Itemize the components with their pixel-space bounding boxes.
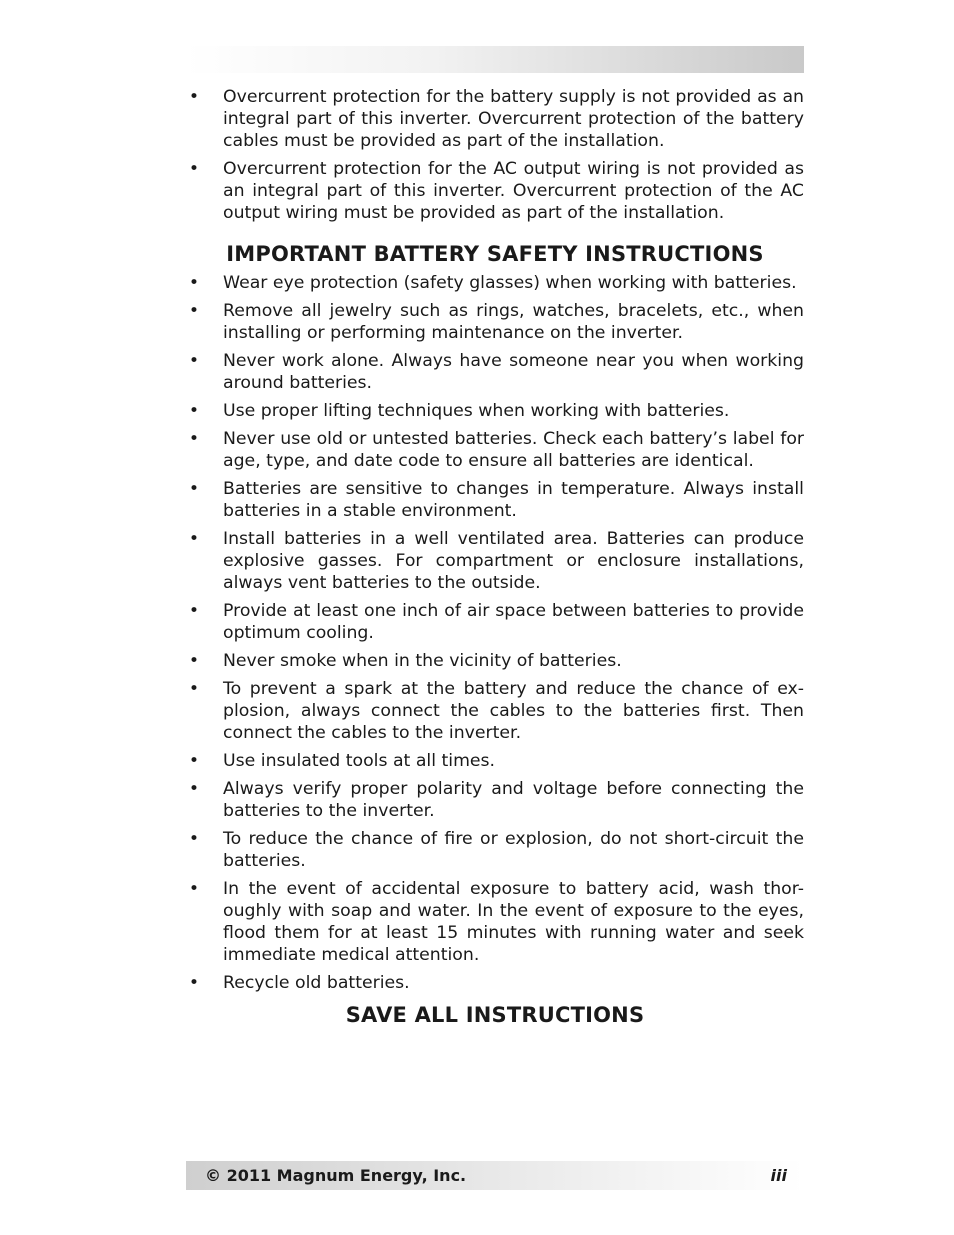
list-item-text: Never smoke when in the vicinity of batteries. (223, 651, 622, 671)
list-item-text: Never work alone. Always have someone near you when working around batteries. (223, 351, 804, 393)
bullet-icon: • (188, 429, 200, 449)
list-item (186, 778, 804, 822)
list-item (186, 86, 804, 152)
list-item (186, 750, 804, 772)
list-item (186, 600, 804, 644)
list-item-text: Recycle old batteries. (223, 973, 410, 993)
list-item-text: To prevent a spark at the battery and reduce the chance of ex-plosion, always connect the cables to the batteries first. Then connect the cables to the inverter. (223, 679, 804, 743)
list-item-text: Overcurrent protection for the battery supply is not provided as an integral part of this inverter. Overcurrent protection of the battery cables must be provided as part of the installation. (223, 87, 804, 151)
list-item (186, 528, 804, 594)
list-item (186, 650, 804, 672)
bullet-icon: • (188, 87, 200, 107)
list-item-text: To reduce the chance of fire or explosion, do not short-circuit the batteries. (223, 829, 804, 871)
list-item (186, 158, 804, 224)
list-item (186, 400, 804, 422)
list-item (186, 478, 804, 522)
list-item-text: Batteries are sensitive to changes in temperature. Always install batteries in a stable environment. (223, 479, 804, 521)
bullet-icon: • (188, 751, 200, 771)
list-item (186, 828, 804, 872)
bullet-icon: • (188, 273, 200, 293)
bullet-icon: • (188, 829, 200, 849)
list-item-text: Remove all jewelry such as rings, watches, bracelets, etc., when installing or performing maintenance on the inverter. (223, 301, 804, 343)
list-item-text: Never use old or untested batteries. Check each battery’s label for age, type, and date code to ensure all batteries are identical. (223, 429, 804, 471)
list-item (186, 300, 804, 344)
page-footer (186, 1161, 804, 1190)
header-gradient-bar (186, 46, 804, 73)
bullet-icon: • (188, 601, 200, 621)
footer-page-number: iii (770, 1166, 787, 1185)
battery-safety-heading: IMPORTANT BATTERY SAFETY INSTRUCTIONS (226, 242, 764, 266)
bullet-icon: • (188, 479, 200, 499)
footer-copyright: © 2011 Magnum Energy, Inc. (205, 1166, 467, 1185)
battery-bullet-list (186, 272, 804, 994)
list-item (186, 878, 804, 966)
list-item-text: Use insulated tools at all times. (223, 751, 496, 771)
bullet-icon: • (188, 351, 200, 371)
bullet-icon: • (188, 973, 200, 993)
bullet-icon: • (188, 401, 200, 421)
bullet-icon: • (188, 301, 200, 321)
list-item-text: Use proper lifting techniques when working with batteries. (223, 401, 730, 421)
save-instructions-heading: SAVE ALL INSTRUCTIONS (345, 1003, 645, 1027)
list-item (186, 972, 804, 994)
list-item-text: Provide at least one inch of air space between batteries to provide optimum cooling. (223, 601, 804, 643)
list-item (186, 678, 804, 744)
bullet-icon: • (188, 879, 200, 899)
list-item-text: Always verify proper polarity and voltage before connecting the batteries to the inverter. (223, 779, 804, 821)
bullet-icon: • (188, 651, 200, 671)
list-item (186, 350, 804, 394)
bullet-icon: • (188, 779, 200, 799)
bullet-icon: • (188, 529, 200, 549)
list-item-text: Overcurrent protection for the AC output wiring is not provided as an integral part of this inverter. Overcurrent protection of the AC output wiring must be provided as part of the installation. (223, 159, 804, 223)
bullet-icon: • (188, 159, 200, 179)
intro-bullet-list (186, 86, 804, 224)
bullet-icon: • (188, 679, 200, 699)
list-item-text: Wear eye protection (safety glasses) when working with batteries. (223, 273, 797, 293)
list-item-text: Install batteries in a well ventilated area. Batteries can produce explosive gasses. For compartment or enclosure installations, always vent batteries to the outside. (223, 529, 804, 593)
list-item (186, 272, 804, 294)
page-content (186, 86, 804, 1028)
list-item (186, 428, 804, 472)
list-item-text: In the event of accidental exposure to battery acid, wash thor-oughly with soap and water. In the event of exposure to the eyes, flood them for at least 15 minutes with running water and seek immediate medical attention. (223, 879, 804, 965)
